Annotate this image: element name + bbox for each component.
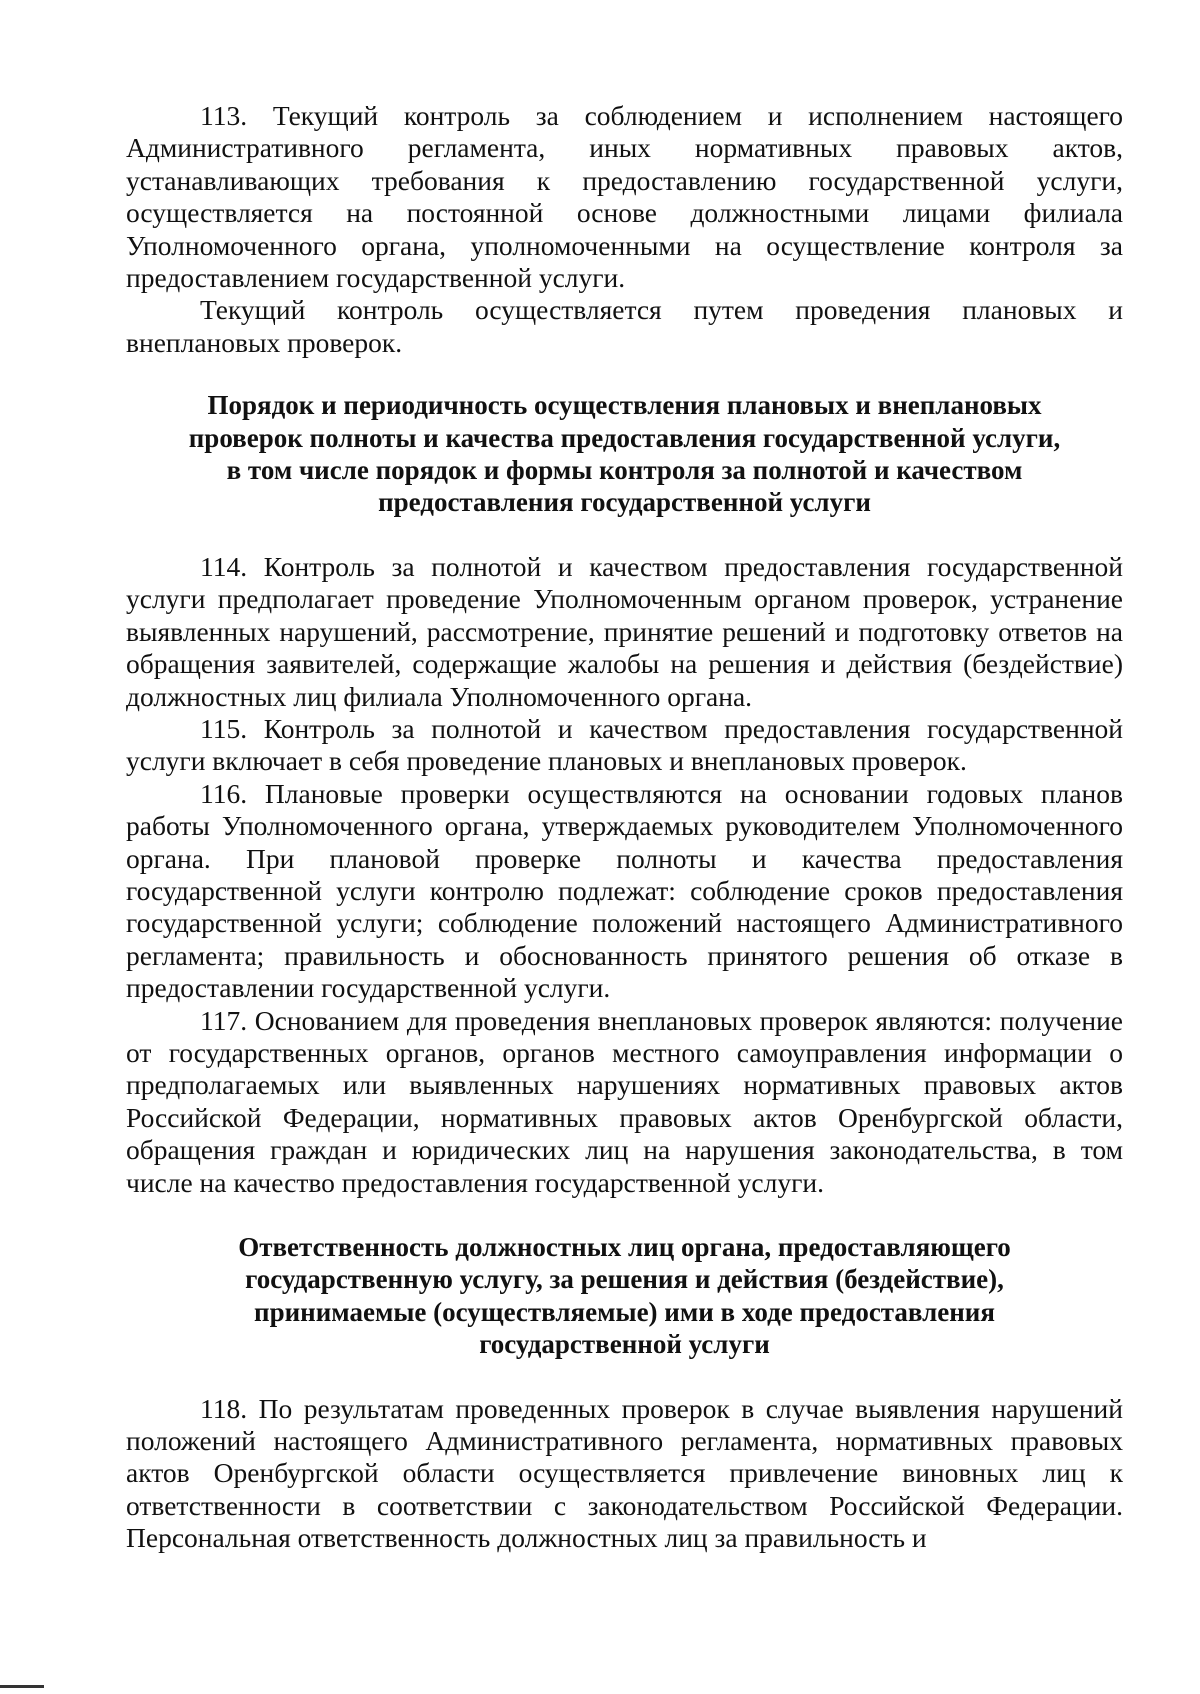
paragraph-113: 113. Текущий контроль за соблюдением и исполнением настоящего Административного регламента, иных нормативных правовых актов, устанавливающих требования к предоставлению государственной услуги, осуществляется на постоянной основе должностными лицами филиала Уполномоченного органа, уполномоченными на осуществление контроля за предоставлением государственной услуги. [126,100,1123,294]
spacer [126,1361,1123,1393]
paragraph-118: 118. По результатам проведенных проверок в случае выявления нарушений положений настоящего Административного регламента, нормативных правовых актов Оренбургской области осуществляется привлечение виновных лиц к ответственности в соответствии с законодательством Российской Федерации. Персональная ответственность должностных лиц за правильность и [126,1392,1123,1554]
paragraph-117: 117. Основанием для проведения внеплановых проверок являются: получение от государственных органов, органов местного самоуправления информации о предполагаемых или выявленных нарушениях нормативных правовых актов Российской Федерации, нормативных правовых актов Оренбургской области, обращения граждан и юридических лиц на нарушения законодательства, в том числе на качество предоставления государственной услуги. [126,1004,1123,1198]
scan-edge-mark [0,1685,44,1688]
spacer [126,519,1123,551]
spacer [126,359,1123,389]
paragraph-116: 116. Плановые проверки осуществляются на основании годовых планов работы Уполномоченного органа, утверждаемых руководителем Уполномоченного органа. При плановой проверке полноты и качества предоставления государственной услуги контролю подлежат: соблюдение сроков предоставления государственной услуги; соблюдение положений настоящего Административного регламента; правильность и обоснованность принятого решения об отказе в предоставлении государственной услуги. [126,777,1123,1004]
paragraph-115: 115. Контроль за полнотой и качеством предоставления государственной услуги включает в себя проведение плановых и внеплановых проверок. [126,712,1123,777]
spacer [126,1199,1123,1231]
paragraph-113-continued: Текущий контроль осуществляется путем проведения плановых и внеплановых проверок. [126,294,1123,358]
document-page [126,100,1123,1555]
section-heading-responsibility: Ответственность должностных лиц органа, предоставляющего государственную услугу, за решения и действия (бездействие), принимаемые (осуществляемые) ими в ходе предоставления государственной услуги [238,1232,1011,1360]
section-heading-inspections: Порядок и периодичность осуществления плановых и внеплановых проверок полноты и качества предоставления государственной услуги, в том числе порядок и формы контроля за полнотой и качеством предоставления государственной услуги [188,390,1061,518]
paragraph-114: 114. Контроль за полнотой и качеством предоставления государственной услуги предполагает проведение Уполномоченным органом проверок, устранение выявленных нарушений, рассмотрение, принятие решений и подготовку ответов на обращения заявителей, содержащие жалобы на решения и действия (бездействие) должностных лиц филиала Уполномоченного органа. [126,550,1123,712]
